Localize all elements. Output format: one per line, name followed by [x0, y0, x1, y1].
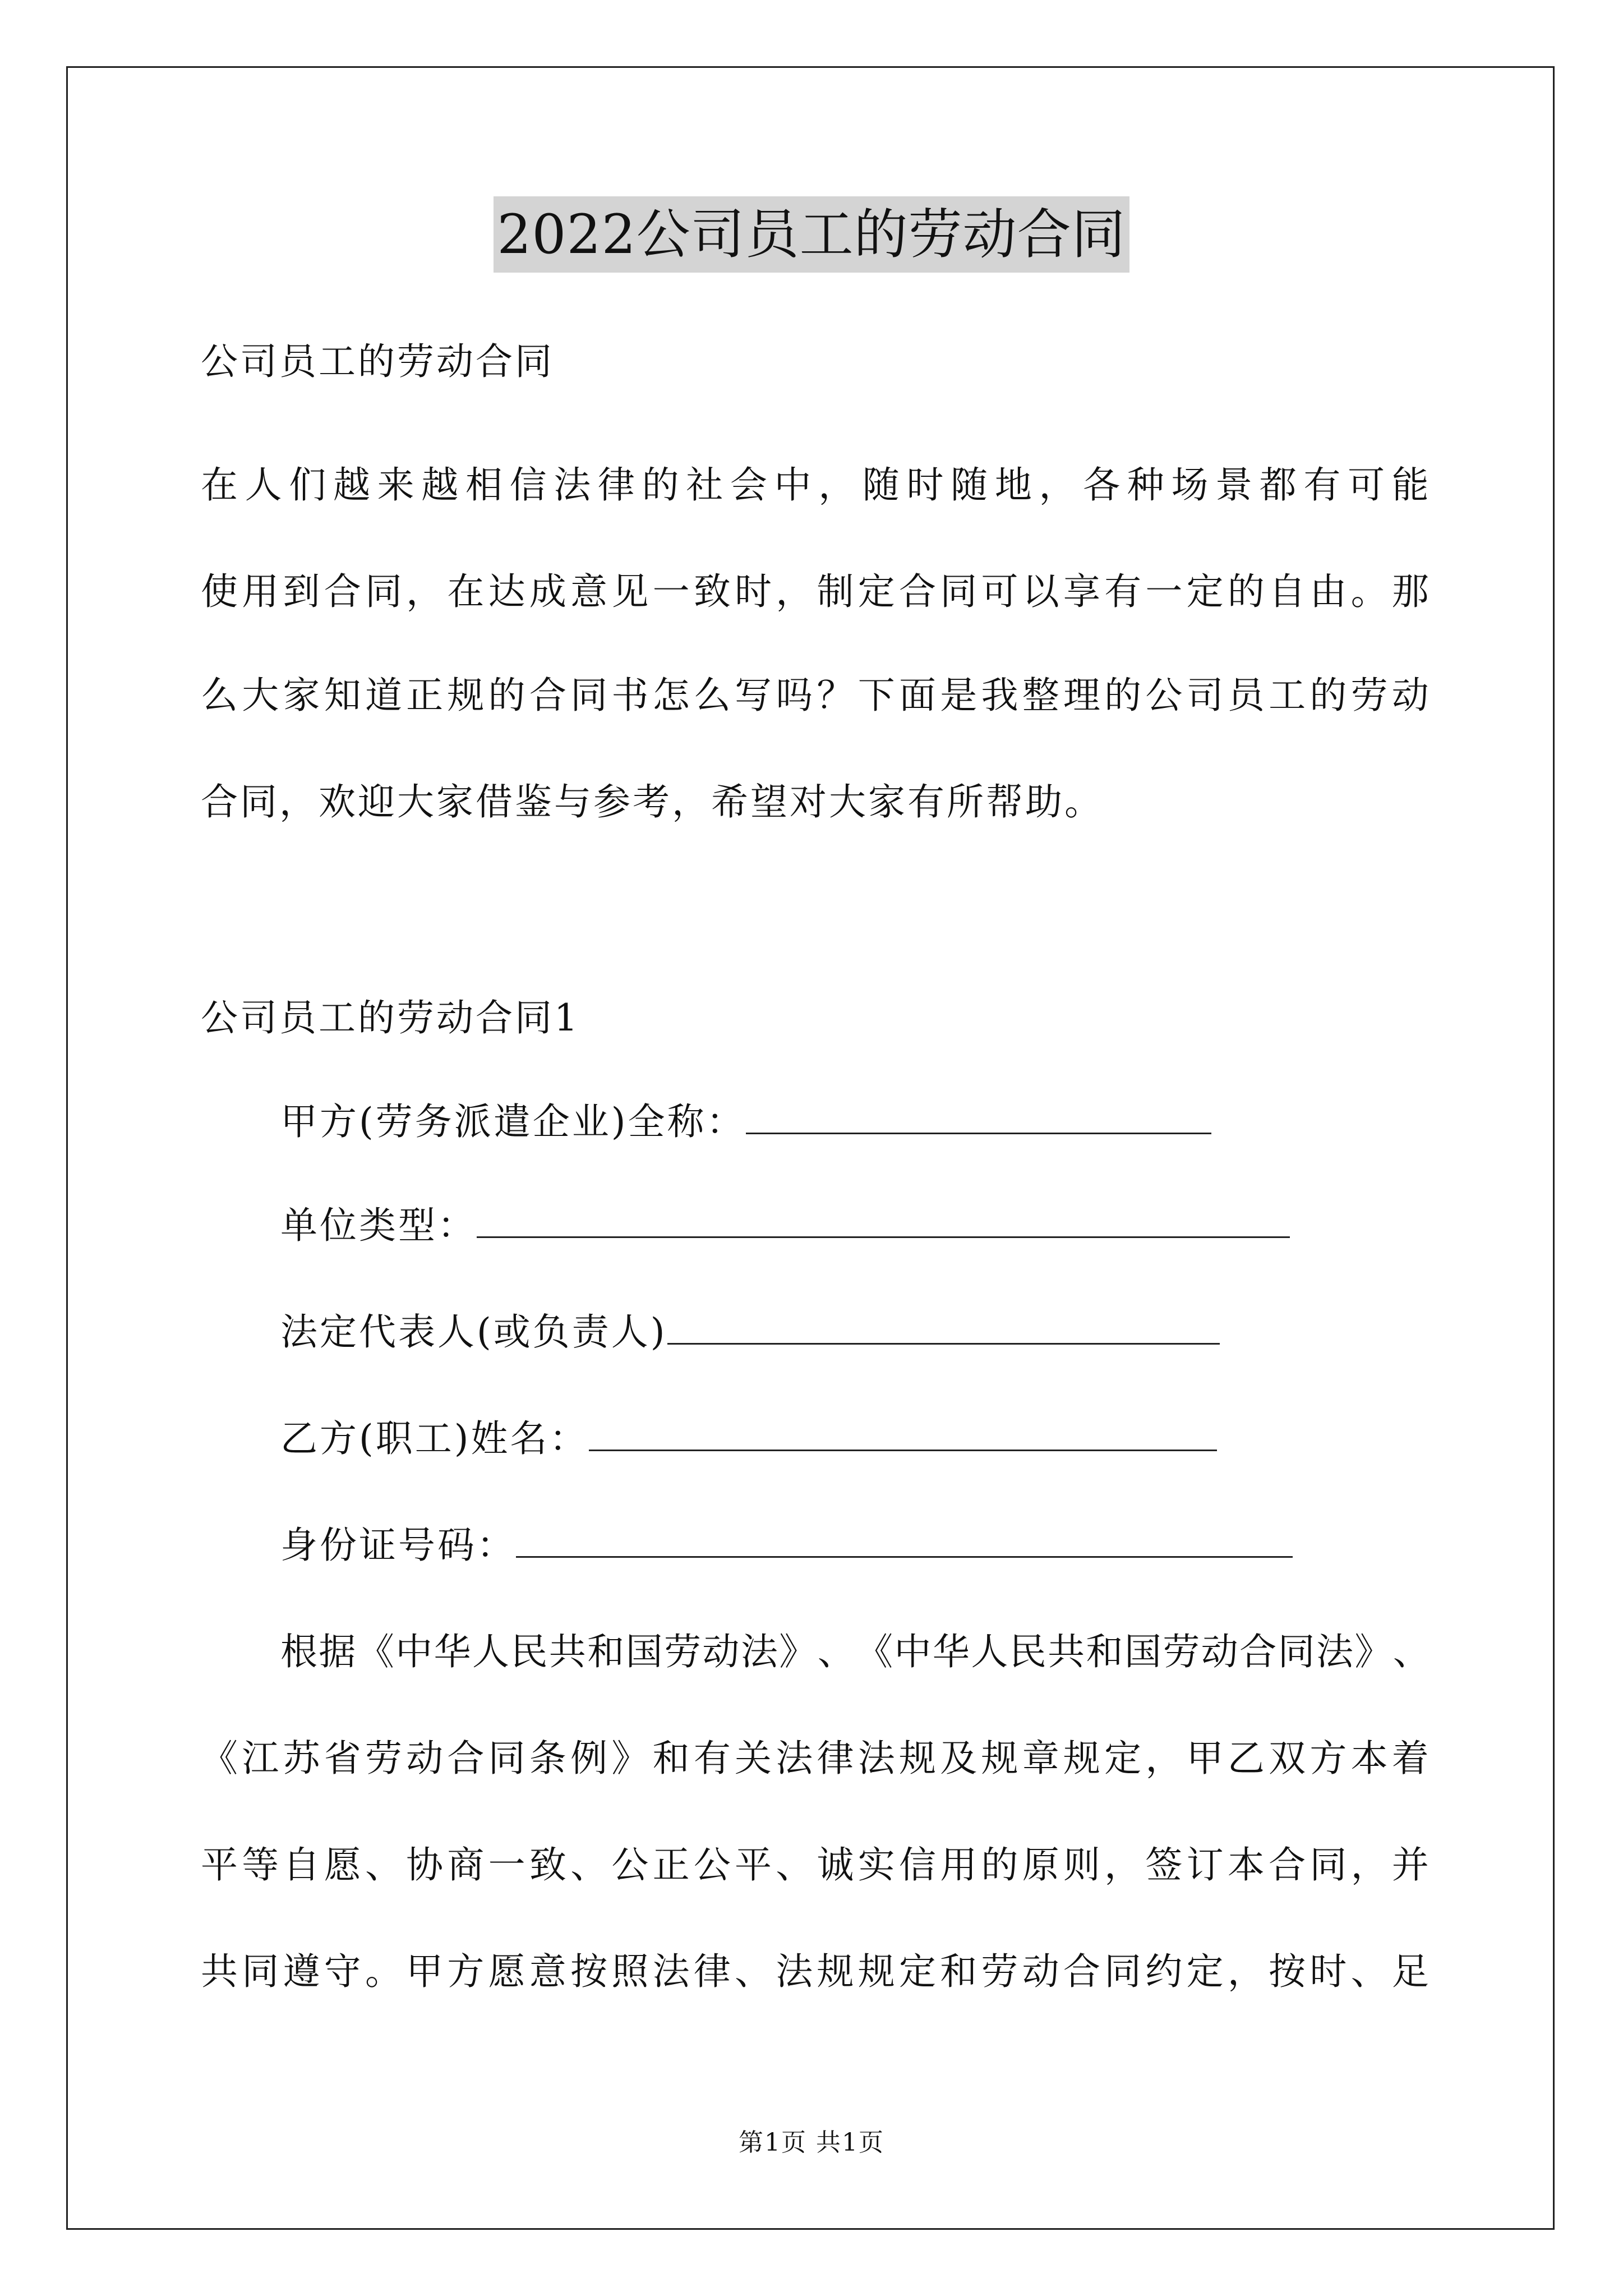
field-blank[interactable] — [589, 1416, 1217, 1451]
field-label: 甲方(劳务派遣企业)全称： — [280, 1100, 746, 1143]
field-blank[interactable] — [516, 1522, 1293, 1558]
body-line: 平 等 自 愿 、 协 商 一 致 、 公 正 公 平 、 诚 实 信 用 的 原 则 ， 签 订 本 合 同 ， 并 — [201, 1843, 1429, 1887]
field-label: 单位类型： — [280, 1204, 477, 1247]
intro-line: 在 人 们 越 来 越 相 信 法 律 的 社 会 中 ， 随 时 随 地 ， 各 种 场 景 都 有 可 能 — [201, 463, 1429, 507]
body-line: 《 江 苏 省 劳 动 合 同 条 例 》 和 有 关 法 律 法 规 及 规 章 规 定 ， 甲 乙 双 方 本 着 — [201, 1737, 1429, 1780]
page-title: 2022公司员工的劳动合同 — [494, 196, 1129, 273]
body-line: 根 据 《 中 华 人 民 共 和 国 劳 动 法 》 、 《 中 华 人 民 共 和 国 劳 动 合 同 法 》 、 — [280, 1630, 1430, 1673]
field-label: 身份证号码： — [280, 1524, 516, 1567]
field-party-b-name — [280, 1414, 1217, 1464]
body-line: 共 同 遵 守 。 甲 方 愿 意 按 照 法 律 、 法 规 规 定 和 劳 动 合 同 约 定 ， 按 时 、 足 — [201, 1950, 1429, 1993]
field-label: 乙方(职工)姓名： — [280, 1417, 589, 1460]
field-unit-type — [280, 1200, 1290, 1251]
field-blank[interactable] — [477, 1203, 1290, 1238]
page-footer: 第1页 共1页 — [739, 2128, 884, 2157]
section-title: 公司员工的劳动合同1 — [201, 996, 580, 1039]
title-wrap — [0, 196, 1623, 273]
field-legal-rep — [280, 1307, 1220, 1358]
intro-line: 合同，欢迎大家借鉴与参考，希望对大家有所帮助。 — [201, 780, 1104, 823]
field-blank[interactable] — [667, 1309, 1220, 1345]
field-party-a — [280, 1097, 1211, 1147]
intro-line: 么 大 家 知 道 正 规 的 合 同 书 怎 么 写 吗 ？ 下 面 是 我 整 理 的 公 司 员 工 的 劳 动 — [201, 674, 1429, 717]
page-border — [66, 66, 1555, 2230]
field-label: 法定代表人(或负责人) — [280, 1310, 667, 1354]
subtitle: 公司员工的劳动合同 — [201, 340, 554, 383]
intro-line: 使 用 到 合 同 ， 在 达 成 意 见 一 致 时 ， 制 定 合 同 可 以 享 有 一 定 的 自 由 。 那 — [201, 570, 1429, 613]
field-blank[interactable] — [746, 1099, 1211, 1134]
field-id-number — [280, 1520, 1293, 1571]
